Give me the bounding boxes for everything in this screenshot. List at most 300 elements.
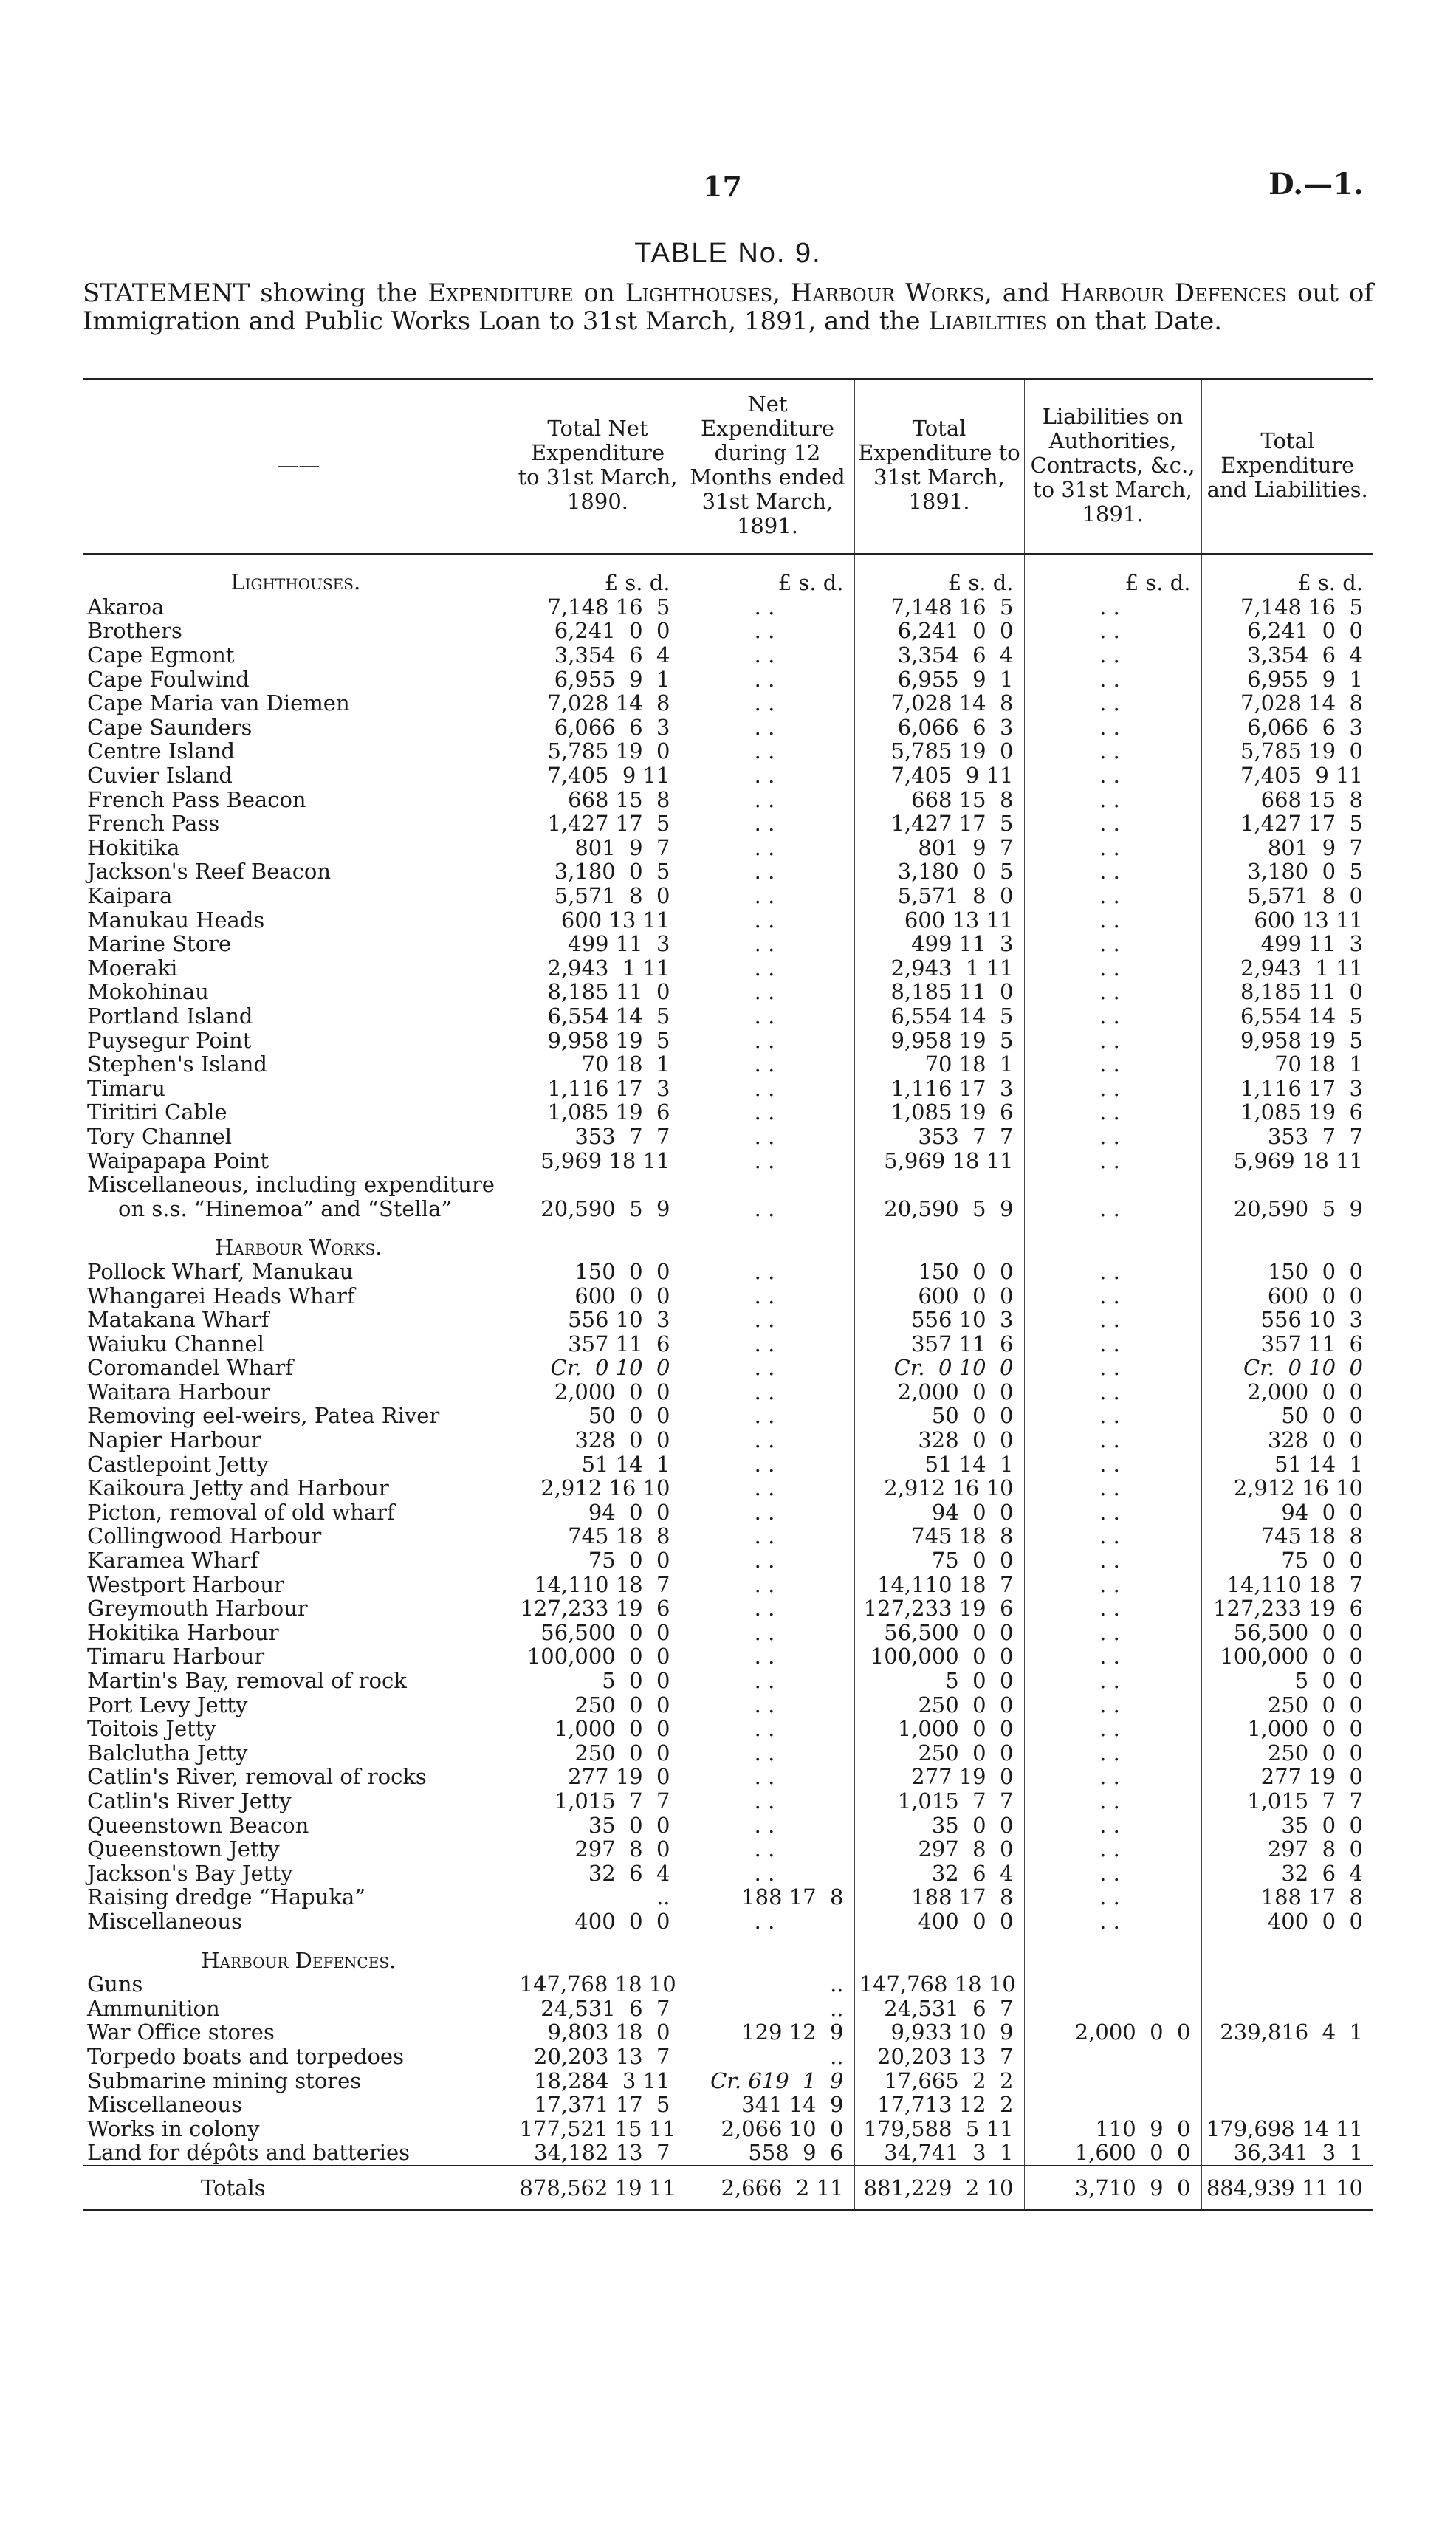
empty-cell [681,1933,854,1972]
value-col-1 [515,1173,681,1197]
value-col-3: 56,500 0 0 [854,1621,1024,1645]
value-col-5: 600 13 11 [1201,907,1373,932]
table-row [83,1196,1373,1221]
statement-text: and [1002,278,1050,308]
page-number: 17 [703,170,742,203]
table-row [83,763,1373,788]
item-name: Works in colony [87,2116,260,2141]
value-col-3: 600 13 11 [854,907,1024,932]
value-col-1: 6,554 14 5 [515,1004,681,1029]
item-name: on s.s. “Hinemoa” and “Stella” [118,1196,453,1221]
value-col-1: 7,148 16 5 [515,595,681,620]
item-name: Cape Foulwind [87,667,250,691]
statement-heading [83,279,1373,335]
table-row [83,1692,1373,1717]
value-col-2: . . [681,811,854,836]
value-col-5 [1201,2093,1373,2117]
item-name: Waiuku Channel [87,1331,264,1356]
value-col-2: . . [681,1669,854,1693]
item-name: Cuvier Island [87,763,233,788]
value-col-5: 1,427 17 5 [1201,811,1373,836]
value-col-2: . . [681,739,854,763]
value-col-4: . . [1024,907,1201,932]
section-heading: Harbour Defences. [201,1947,396,1973]
section-row [83,1221,1373,1260]
value-col-2: .. [681,1996,854,2020]
value-col-1: 878,562 19 11 [515,2166,681,2211]
table-row [83,1741,1373,1766]
value-col-5 [1201,2068,1373,2093]
statement-text: Expenditure [427,278,574,308]
value-col-1: 7,405 9 11 [515,763,681,788]
value-col-2: . . [681,932,854,956]
value-col-5: 32 6 4 [1201,1861,1373,1885]
value-col-1: 499 11 3 [515,932,681,956]
item-name: Westport Harbour [87,1572,284,1596]
item-name: Jackson's Bay Jetty [87,1861,293,1886]
units-label: £ s. d. [854,554,1024,595]
item-name: Pollock Wharf, Manukau [87,1259,354,1284]
value-col-2: .. [681,2045,854,2069]
value-col-5 [1201,1972,1373,1997]
value-col-2: . . [681,1621,854,1645]
table-row [83,1076,1373,1100]
value-col-5: 5,785 19 0 [1201,739,1373,763]
value-col-1: 5 0 0 [515,1669,681,1693]
value-col-1: 100,000 0 0 [515,1644,681,1669]
value-col-3: 328 0 0 [854,1428,1024,1452]
value-col-3: 6,554 14 5 [854,1004,1024,1029]
value-col-3: 499 11 3 [854,932,1024,956]
value-col-5: 2,912 16 10 [1201,1476,1373,1500]
value-col-5: 36,341 3 1 [1201,2141,1373,2166]
value-col-5: 801 9 7 [1201,836,1373,860]
value-col-1: 20,203 13 7 [515,2045,681,2069]
value-col-2: . . [681,956,854,981]
value-col-4: . . [1024,1692,1201,1717]
value-col-5: 5,969 18 11 [1201,1148,1373,1173]
table-row [83,1644,1373,1669]
value-col-5: 179,698 14 11 [1201,2116,1373,2141]
value-col-2: . . [681,1196,854,1221]
value-col-3: 5,571 8 0 [854,884,1024,908]
table-row [83,2068,1373,2093]
value-col-3: 5,969 18 11 [854,1148,1024,1173]
statement-text: Liabilities [928,306,1048,336]
value-col-4: . . [1024,1765,1201,1789]
value-col-3: 179,588 5 11 [854,2116,1024,2141]
value-col-3: 353 7 7 [854,1125,1024,1149]
table-row [83,1972,1373,1997]
value-col-1: 250 0 0 [515,1692,681,1717]
value-col-5: 20,590 5 9 [1201,1196,1373,1221]
table-row [83,1308,1373,1332]
value-col-1: 20,590 5 9 [515,1196,681,1221]
value-col-5: 1,085 19 6 [1201,1100,1373,1125]
value-col-4: . . [1024,595,1201,620]
value-col-3: 14,110 18 7 [854,1572,1024,1596]
item-name: Matakana Wharf [87,1307,269,1332]
value-col-2: 129 12 9 [681,2020,854,2045]
table-row [83,619,1373,643]
col-header-liabilities: Liabilities on Authorities, Contracts, &c., to 31st March, 1891. [1024,380,1201,555]
value-col-5: 7,405 9 11 [1201,763,1373,788]
item-name: French Pass Beacon [87,787,306,811]
value-col-4: . . [1024,1452,1201,1476]
value-col-1: 5,969 18 11 [515,1148,681,1173]
value-col-5: 600 0 0 [1201,1283,1373,1308]
value-col-5: 51 14 1 [1201,1452,1373,1476]
value-col-3: 6,066 6 3 [854,716,1024,740]
table-title: TABLE No. 9. [634,238,822,269]
col-header-total-1891: Total Expenditure to 31st March, 1891. [854,380,1024,555]
value-col-4: . . [1024,1837,1201,1861]
value-col-4: 2,000 0 0 [1024,2020,1201,2045]
value-col-3: 9,933 10 9 [854,2020,1024,2045]
empty-cell [1201,1933,1373,1972]
value-col-1: 32 6 4 [515,1861,681,1885]
value-col-3: 1,015 7 7 [854,1789,1024,1813]
value-col-1: 1,427 17 5 [515,811,681,836]
value-col-4: . . [1024,1669,1201,1693]
value-col-3: 400 0 0 [854,1909,1024,1934]
table-row [83,739,1373,763]
value-col-5: 250 0 0 [1201,1741,1373,1766]
value-col-2: . . [681,1052,854,1077]
item-name: Karamea Wharf [87,1548,258,1573]
table-row [83,1356,1373,1380]
table-row [83,1452,1373,1476]
value-col-1: 6,066 6 3 [515,716,681,740]
value-col-1: Cr. 0 10 0 [515,1356,681,1380]
value-col-3: 188 17 8 [854,1885,1024,1909]
table-row [83,1861,1373,1885]
table-row [83,1669,1373,1693]
statement-text: out of Immigration and Public Works Loan to 31st March, 1891, and the [83,278,1373,336]
value-col-2: 558 9 6 [681,2141,854,2166]
table-body [83,554,1373,2210]
value-col-4: . . [1024,1717,1201,1741]
value-col-3: 32 6 4 [854,1861,1024,1885]
table-row [83,643,1373,668]
value-col-5: 150 0 0 [1201,1260,1373,1284]
table-row [83,907,1373,932]
item-name: Miscellaneous [87,1909,242,1934]
value-col-4: . . [1024,1885,1201,1909]
value-col-2: . . [681,859,854,884]
item-name: Cape Maria van Diemen [87,690,350,716]
table-row [83,2141,1373,2166]
table-row [83,811,1373,836]
item-name: Centre Island [87,739,236,763]
value-col-1: 6,241 0 0 [515,619,681,643]
value-col-5: 9,958 19 5 [1201,1028,1373,1052]
item-name: Waitara Harbour [87,1379,271,1404]
item-name: Balclutha Jetty [87,1740,248,1766]
value-col-5 [1201,1996,1373,2020]
value-col-4 [1024,2045,1201,2069]
value-col-5: Cr. 0 10 0 [1201,1356,1373,1380]
value-col-4: . . [1024,1548,1201,1573]
value-col-4: . . [1024,1476,1201,1500]
value-col-2: . . [681,763,854,788]
value-col-1: 147,768 18 10 [515,1972,681,1997]
table-row [83,1789,1373,1813]
value-col-4: . . [1024,1404,1201,1428]
item-name: Akaroa [87,594,165,620]
value-col-5: 94 0 0 [1201,1500,1373,1525]
item-name: Timaru Harbour [87,1644,265,1669]
value-col-5: 2,000 0 0 [1201,1380,1373,1404]
totals-row [83,2166,1373,2211]
value-col-2: 341 14 9 [681,2093,854,2117]
value-col-5: 884,939 11 10 [1201,2166,1373,2211]
value-col-3: 7,028 14 8 [854,691,1024,716]
value-col-3 [854,1173,1024,1197]
value-col-4: . . [1024,1052,1201,1077]
value-col-1: 6,955 9 1 [515,667,681,691]
value-col-4: . . [1024,1428,1201,1452]
value-col-1: 1,015 7 7 [515,1789,681,1813]
value-col-5: 1,015 7 7 [1201,1789,1373,1813]
value-col-5: 239,816 4 1 [1201,2020,1373,2045]
value-col-2: 2,666 2 11 [681,2166,854,2211]
value-col-3: 5,785 19 0 [854,739,1024,763]
table-row [83,1813,1373,1837]
value-col-2: . . [681,716,854,740]
value-col-2: . . [681,1260,854,1284]
value-col-2: 2,066 10 0 [681,2116,854,2141]
value-col-2: . . [681,1572,854,1596]
value-col-2: . . [681,1028,854,1052]
table-row [83,932,1373,956]
value-col-5: 3,180 0 5 [1201,859,1373,884]
value-col-3: 2,943 1 11 [854,956,1024,981]
value-col-1: 3,354 6 4 [515,643,681,668]
value-col-2: . . [681,643,854,668]
empty-cell [1024,1221,1201,1260]
header-row [83,380,1373,555]
statement-text: on that Date. [1055,306,1223,336]
value-col-3: 20,590 5 9 [854,1196,1024,1221]
value-col-4: . . [1024,1308,1201,1332]
value-col-3: 250 0 0 [854,1741,1024,1766]
value-col-5: 2,943 1 11 [1201,956,1373,981]
table-row [83,1260,1373,1284]
table-row [83,1909,1373,1934]
item-name: French Pass [87,811,220,836]
value-col-1: 600 13 11 [515,907,681,932]
value-col-4: . . [1024,1813,1201,1837]
table-row [83,1125,1373,1149]
value-col-3: 3,354 6 4 [854,643,1024,668]
value-col-4: . . [1024,1789,1201,1813]
value-col-3: 2,000 0 0 [854,1380,1024,1404]
value-col-4: . . [1024,836,1201,860]
value-col-5: 400 0 0 [1201,1909,1373,1934]
value-col-4: . . [1024,1621,1201,1645]
col-header-total-1890: Total Net Expenditure to 31st March, 1890. [515,380,681,555]
value-col-1: 50 0 0 [515,1404,681,1428]
item-name: Tory Channel [87,1124,232,1149]
value-col-2: . . [681,980,854,1004]
item-name: War Office stores [87,2020,275,2045]
empty-cell [854,1221,1024,1260]
document-code: D.—1. [1268,167,1364,202]
table-row [83,787,1373,811]
table-row [83,1331,1373,1356]
units-label: £ s. d. [681,554,854,595]
value-col-2: . . [681,1004,854,1029]
value-col-1: 75 0 0 [515,1548,681,1573]
value-col-4: . . [1024,1148,1201,1173]
value-col-5: 50 0 0 [1201,1404,1373,1428]
value-col-3: 745 18 8 [854,1524,1024,1548]
value-col-1: 5,785 19 0 [515,739,681,763]
value-col-5: 5,571 8 0 [1201,884,1373,908]
value-col-4: . . [1024,667,1201,691]
value-col-4: . . [1024,811,1201,836]
value-col-3: 357 11 6 [854,1331,1024,1356]
value-col-1: 250 0 0 [515,1741,681,1766]
value-col-1: 5,571 8 0 [515,884,681,908]
value-col-3: 147,768 18 10 [854,1972,1024,1997]
item-name: Castlepoint Jetty [87,1452,269,1476]
value-col-2: . . [681,1125,854,1149]
value-col-4: . . [1024,716,1201,740]
table-row [83,1173,1373,1197]
item-name: Miscellaneous, including expenditure [87,1172,495,1197]
item-name: Greymouth Harbour [87,1596,308,1621]
item-name: Submarine mining stores [87,2068,362,2093]
table-row [83,1548,1373,1573]
value-col-2: . . [681,1404,854,1428]
table-row [83,980,1373,1004]
value-col-2: . . [681,1813,854,1837]
value-col-2: 188 17 8 [681,1885,854,1909]
value-col-3: 556 10 3 [854,1308,1024,1332]
value-col-2: . . [681,1741,854,1766]
value-col-5: 100,000 0 0 [1201,1644,1373,1669]
section-row [83,1933,1373,1972]
value-col-3: 297 8 0 [854,1837,1024,1861]
value-col-5: 1,116 17 3 [1201,1076,1373,1100]
value-col-2: . . [681,1380,854,1404]
value-col-1: 150 0 0 [515,1260,681,1284]
value-col-1: 400 0 0 [515,1909,681,1934]
value-col-4: . . [1024,1596,1201,1621]
value-col-4: . . [1024,1356,1201,1380]
item-name: Moeraki [87,955,178,981]
value-col-5: 668 15 8 [1201,787,1373,811]
empty-cell [515,1221,681,1260]
value-col-2: . . [681,1861,854,1885]
value-col-3: 17,713 12 2 [854,2093,1024,2117]
value-col-4 [1024,1173,1201,1197]
item-name: Jackson's Reef Beacon [87,859,332,884]
value-col-4: . . [1024,1260,1201,1284]
value-col-1: 94 0 0 [515,1500,681,1525]
value-col-2: . . [681,1500,854,1525]
item-name: Timaru [87,1076,165,1101]
value-col-4: . . [1024,1524,1201,1548]
item-name: Catlin's River, removal of rocks [87,1765,427,1789]
table-row [83,691,1373,716]
value-col-3: 1,116 17 3 [854,1076,1024,1100]
value-col-3: 277 19 0 [854,1765,1024,1789]
value-col-1: 2,943 1 11 [515,956,681,981]
value-col-5: 6,554 14 5 [1201,1004,1373,1029]
item-name: Removing eel-weirs, Patea River [87,1404,440,1428]
value-col-3: 6,955 9 1 [854,667,1024,691]
value-col-1: 801 9 7 [515,836,681,860]
item-name: Tiritiri Cable [87,1100,227,1125]
value-col-2: . . [681,1428,854,1452]
table-row [83,1572,1373,1596]
item-name: Guns [87,1972,143,1997]
value-col-2 [681,1173,854,1197]
col-header-total-with-liabilities: Total Expenditure and Liabilities. [1201,380,1373,555]
item-name: Land for dépôts and batteries [87,2141,411,2166]
table-row [83,1380,1373,1404]
value-col-4: . . [1024,1380,1201,1404]
value-col-1: 353 7 7 [515,1125,681,1149]
value-col-2: . . [681,1100,854,1125]
value-col-5: 353 7 7 [1201,1125,1373,1149]
value-col-4: . . [1024,1125,1201,1149]
value-col-1: 7,028 14 8 [515,691,681,716]
units-label: £ s. d. [515,554,681,595]
item-name: Kaipara [87,883,173,908]
table-row [83,2045,1373,2069]
table-row [83,1500,1373,1525]
table-row [83,1428,1373,1452]
table-row [83,1885,1373,1909]
value-col-4 [1024,1996,1201,2020]
value-col-4: . . [1024,691,1201,716]
value-col-3: 600 0 0 [854,1283,1024,1308]
value-col-4: . . [1024,859,1201,884]
table-row [83,859,1373,884]
value-col-4: . . [1024,1076,1201,1100]
value-col-3: 8,185 11 0 [854,980,1024,1004]
value-col-1: 35 0 0 [515,1813,681,1837]
value-col-2: .. [681,1972,854,1997]
value-col-1: 17,371 17 5 [515,2093,681,2117]
item-name: Napier Harbour [87,1427,261,1452]
value-col-2: . . [681,1837,854,1861]
value-col-5: 75 0 0 [1201,1548,1373,1573]
value-col-2: . . [681,619,854,643]
empty-cell [515,1933,681,1972]
value-col-4: . . [1024,763,1201,788]
item-name: Cape Saunders [87,715,253,740]
value-col-3: 1,000 0 0 [854,1717,1024,1741]
value-col-3: 51 14 1 [854,1452,1024,1476]
value-col-2: . . [681,787,854,811]
item-name: Marine Store [87,931,232,956]
item-name: Queenstown Jetty [87,1836,280,1861]
value-col-3: 1,427 17 5 [854,811,1024,836]
item-name: Totals [83,2166,515,2211]
value-col-3: 100,000 0 0 [854,1644,1024,1669]
value-col-2: . . [681,1452,854,1476]
value-col-1: 24,531 6 7 [515,1996,681,2020]
statement-text: Harbour Defences [1060,278,1287,308]
value-col-5: 7,148 16 5 [1201,595,1373,620]
value-col-2: . . [681,907,854,932]
value-col-2: . . [681,836,854,860]
